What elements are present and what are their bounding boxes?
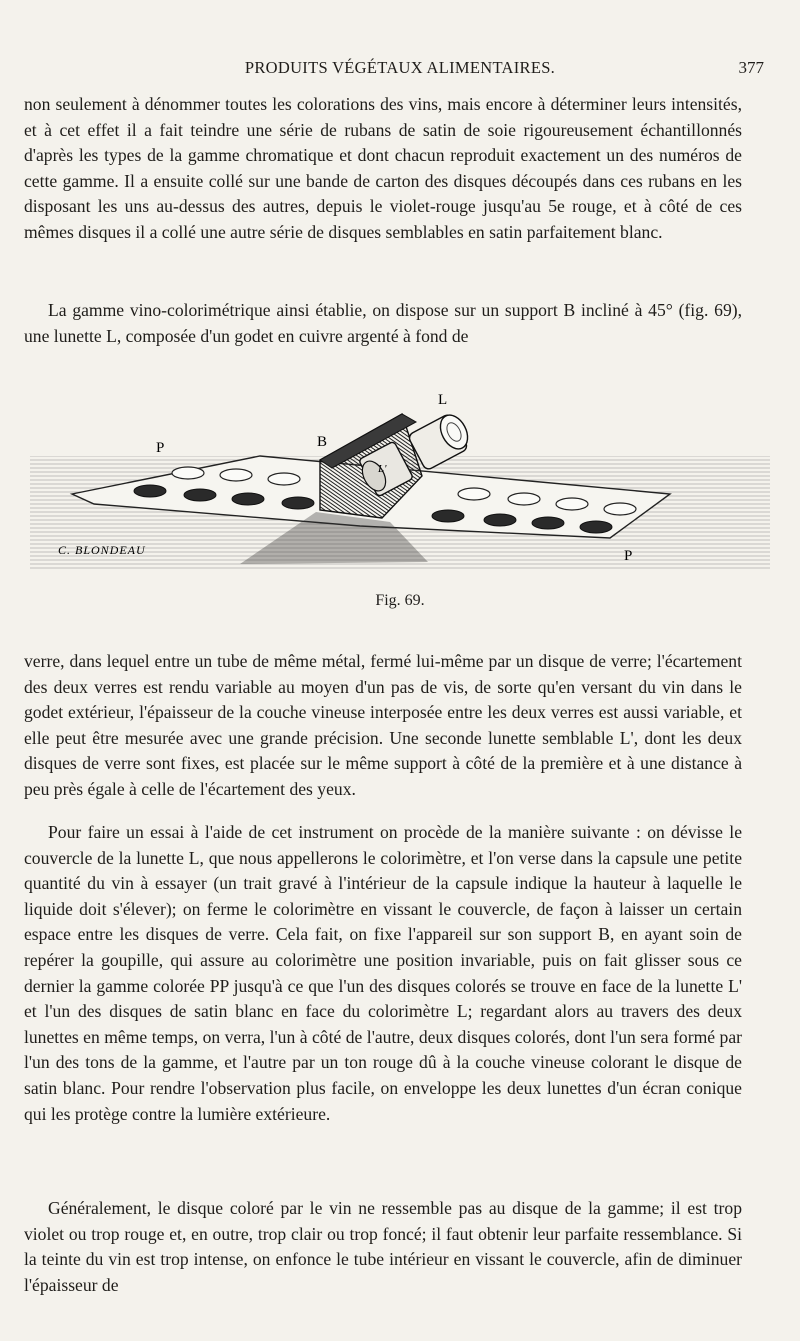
paragraph-2: La gamme vino-colorimétrique ainsi établie, on dispose sur un support B incliné à 45° (fig. 69), une lunette L, composée d'un godet en cuivre argenté à fond de xyxy=(24,300,742,346)
label-l: L xyxy=(438,392,448,408)
colorimeter-engraving xyxy=(30,386,770,586)
figure-69-illustration xyxy=(30,386,770,586)
label-b: B xyxy=(317,434,328,450)
paragraph-4: Pour faire un essai à l'aide de cet instrument on procède de la manière suivante : on dévisse le couvercle de la lunette L, que nous appellerons le colorimètre, et l'on verse dans la capsule une petite quantité du vin à essayer (un trait gravé à l'intérieur de la capsule indique la hauteur à laquelle le liquide doit s'élever); on ferme le colorimètre en vissant le couvercle, de façon à laisser un certain espace entre les disques de verre. Cela fait, on fixe l'appareil sur son support B, en ayant soin de repérer la goupille, qui assure au colorimètre une position invariable, puis on fait glisser sous ce dernier la gamme colorée PP jusqu'à ce que l'un des disques colorés se trouve en face de la lunette L' et l'un des disques de satin blanc en face du colorimètre L; regardant alors au travers des deux lunettes en même temps, on verra, l'un à côté de l'autre, deux disques colorés, dont l'un sera formé par l'un des tons de la gamme, et l'autre par un ton rouge dû à la couche vineuse colorant le disque de satin blanc. Pour rendre l'observation plus facile, on enveloppe les deux lunettes d'un écran conique qui les protège contre la lumière extérieure. xyxy=(24,822,742,1124)
label-p-left: P xyxy=(156,440,165,456)
page-header xyxy=(24,52,776,82)
label-p-right: P xyxy=(624,548,633,564)
figure-caption: Fig. 69. xyxy=(375,592,425,609)
paragraph-1: non seulement à dénommer toutes les colorations des vins, mais encore à déterminer leurs intensités, et à cet effet il a fait teindre une série de rubans de satin de soie rigoureusement échantillonnés d'après les types de la gamme chromatique et dont chacun reproduit exactement un des numéros de cette gamme. Il a ensuite collé sur une bande de carton des disques découpés dans ces rubans en les disposant les uns au-dessus des autres, depuis le violet-rouge jusqu'au 5e rouge, et à côté de ces mêmes disques il a collé une autre série de disques semblables en satin parfaitement blanc. xyxy=(24,94,742,242)
label-l-prime: L' xyxy=(378,463,387,475)
engraver-signature: C. BLONDEAU xyxy=(58,543,146,557)
page-number: 377 xyxy=(738,58,764,77)
paragraph-3: verre, dans lequel entre un tube de même métal, fermé lui-même par un disque de verre; l'écartement des deux verres est rendu variable au moyen d'un pas de vis, de sorte qu'en versant du vin dans le godet extérieur, l'épaisseur de la couche vineuse interposée entre les deux verres est aussi variable, et elle peut être mesurée avec une grande précision. Une seconde lunette semblable L', dont les deux disques de verre sont fixes, est placée sur le même support à côté de la première et à une distance à peu près égale à celle de l'écartement des yeux. xyxy=(24,651,742,799)
running-head: PRODUITS VÉGÉTAUX ALIMENTAIRES. xyxy=(244,58,556,77)
paragraph-5: Généralement, le disque coloré par le vin ne ressemble pas au disque de la gamme; il est trop violet ou trop rouge et, en outre, trop clair ou trop foncé; il faut obtenir leur parfaite ressemblance. Si la teinte du vin est trop intense, on enfonce le tube intérieur en vissant le couvercle, afin de diminuer l'épaisseur de xyxy=(24,1198,742,1295)
